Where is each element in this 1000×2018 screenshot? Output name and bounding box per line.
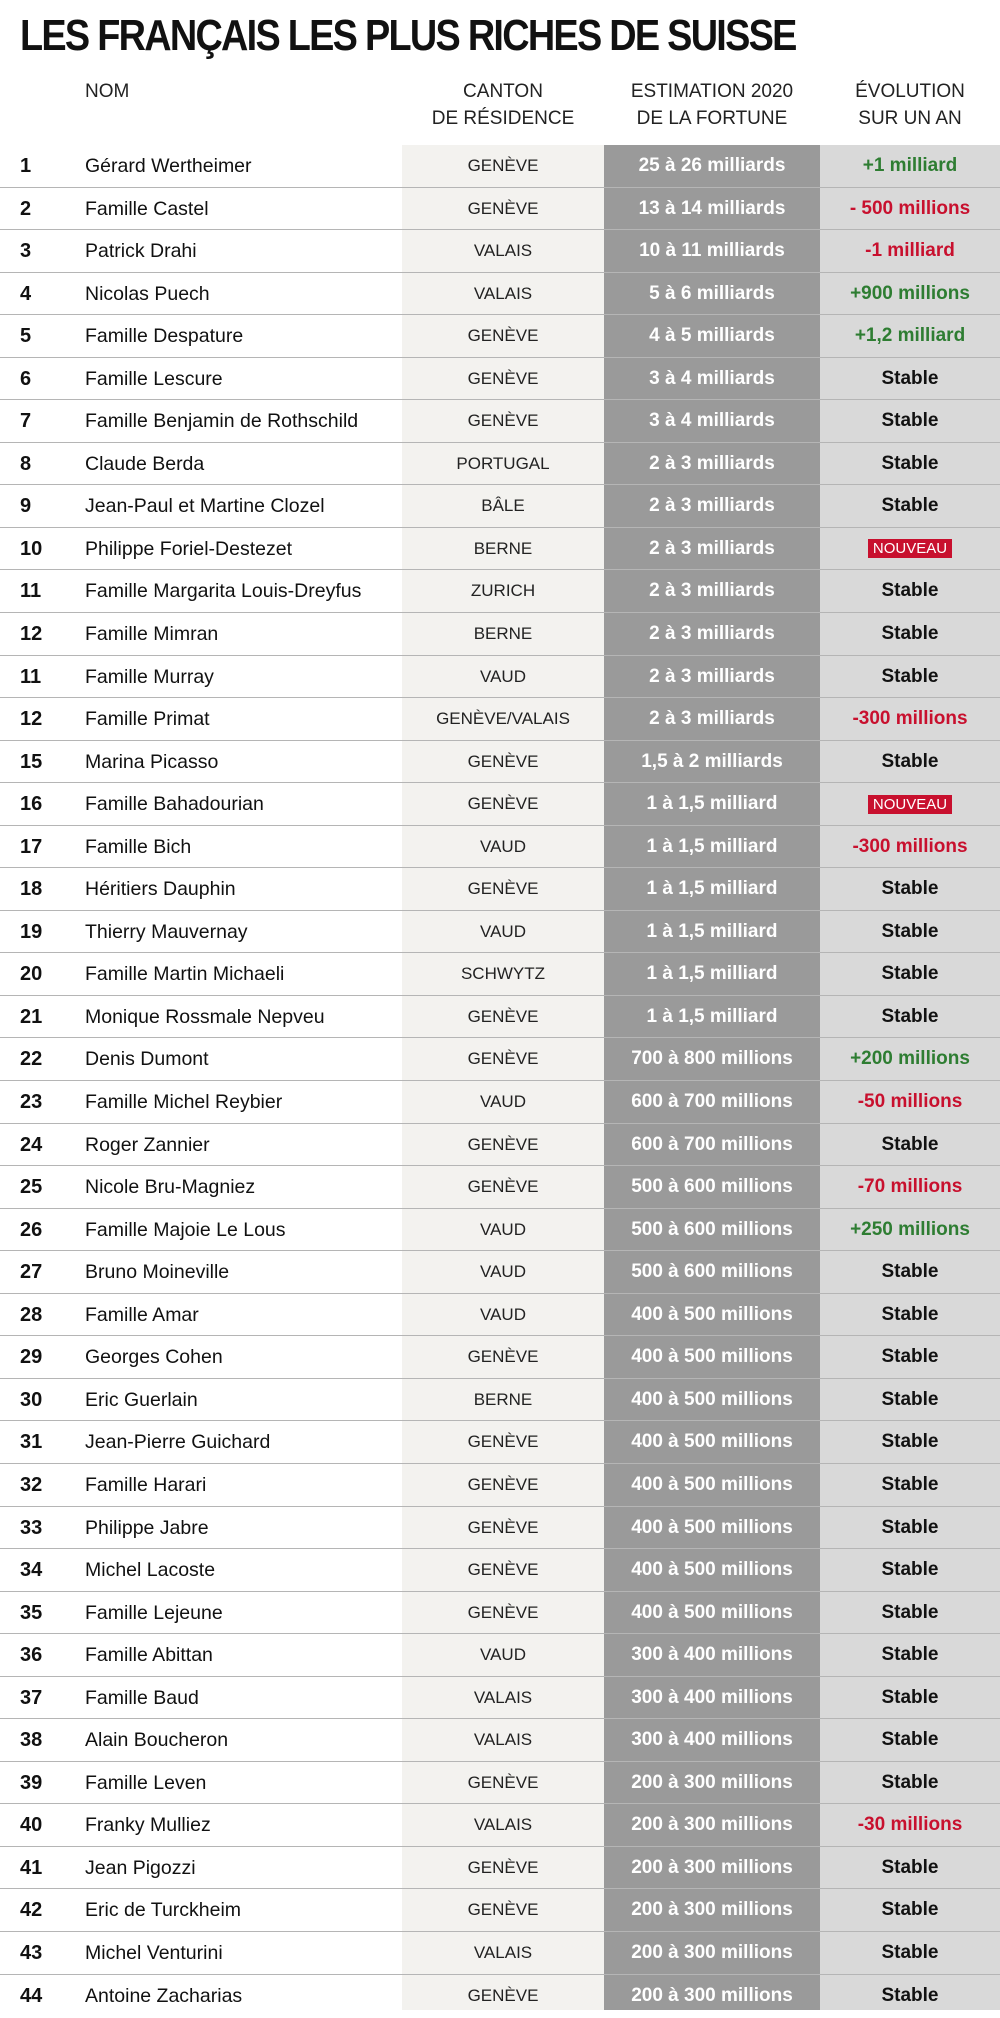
table-row: [0, 1762, 1000, 1805]
fortune-cell: 200 à 300 millions: [631, 1984, 793, 2006]
name-cell: Famille Margarita Louis-Dreyfus: [85, 580, 362, 603]
fortune-cell: 400 à 500 millions: [631, 1516, 793, 1538]
name-cell: Famille Bich: [85, 835, 192, 858]
name-cell: Michel Lacoste: [85, 1559, 216, 1582]
rank-cell: 26: [20, 1218, 43, 1241]
table-row: [0, 868, 1000, 911]
rank-cell: 39: [20, 1771, 43, 1794]
rank-cell: 21: [20, 1005, 43, 1028]
evolution-cell: Stable: [881, 1516, 939, 1538]
evolution-cell: Stable: [881, 750, 939, 772]
canton-cell: GENÈVE: [467, 1857, 539, 1877]
canton-cell: BERNE: [473, 538, 533, 558]
name-cell: Gérard Wertheimer: [85, 155, 252, 177]
header-canton-line2: DE RÉSIDENCE: [431, 108, 575, 129]
header-canton: [402, 78, 604, 132]
rank-cell: 8: [20, 452, 32, 475]
name-cell: Georges Cohen: [85, 1346, 223, 1369]
name-cell: Famille Lescure: [85, 367, 223, 390]
evolution-cell: Stable: [881, 1388, 939, 1410]
name-cell: Eric de Turckheim: [85, 1899, 242, 1922]
fortune-cell: 300 à 400 millions: [631, 1644, 793, 1666]
table-row: [0, 1038, 1000, 1081]
evolution-cell: Stable: [881, 1686, 939, 1708]
evolution-cell: -30 millions: [857, 1814, 963, 1836]
rank-cell: 24: [20, 1133, 43, 1156]
canton-cell: GENÈVE: [467, 1602, 539, 1622]
evolution-cell: Stable: [881, 1133, 939, 1155]
evolution-cell: Stable: [881, 367, 939, 389]
table-row: [0, 1251, 1000, 1294]
name-cell: Famille Michel Reybier: [85, 1091, 283, 1114]
rank-cell: 11: [20, 580, 42, 603]
table-row: [0, 911, 1000, 954]
canton-cell: GENÈVE: [467, 156, 539, 175]
name-cell: Famille Benjamin de Rothschild: [85, 410, 359, 433]
table-row: [0, 1975, 1000, 2018]
evolution-cell: +900 millions: [850, 282, 970, 304]
name-cell: Nicole Bru-Magniez: [85, 1176, 256, 1199]
name-cell: Famille Abittan: [85, 1644, 213, 1667]
name-cell: Famille Leven: [85, 1771, 207, 1794]
evolution-cell: Stable: [881, 1431, 939, 1453]
name-cell: Monique Rossmale Nepveu: [85, 1005, 325, 1028]
evolution-cell: Stable: [881, 452, 939, 474]
name-cell: Patrick Drahi: [85, 240, 197, 263]
canton-cell: VAUD: [480, 836, 526, 856]
fortune-cell: 400 à 500 millions: [631, 1473, 793, 1495]
rank-cell: 33: [20, 1516, 43, 1539]
fortune-cell: 600 à 700 millions: [631, 1133, 793, 1155]
evolution-cell: Stable: [881, 1559, 939, 1581]
rank-cell: 16: [20, 793, 43, 816]
fortune-cell: 1 à 1,5 milliard: [646, 920, 778, 942]
name-cell: Famille Baud: [85, 1686, 199, 1709]
evolution-cell: Stable: [881, 1856, 939, 1878]
evolution-cell: -50 millions: [857, 1091, 963, 1113]
rank-cell: 35: [20, 1601, 43, 1624]
table-row: [0, 188, 1000, 231]
fortune-cell: 1 à 1,5 milliard: [646, 963, 778, 985]
rank-cell: 32: [20, 1473, 43, 1496]
name-cell: Famille Castel: [85, 197, 209, 220]
rank-cell: 3: [20, 240, 32, 263]
new-badge: NOUVEAU: [868, 539, 952, 558]
rank-cell: 42: [20, 1899, 43, 1922]
fortune-cell: 400 à 500 millions: [631, 1388, 793, 1410]
rank-cell: 23: [20, 1091, 43, 1114]
evolution-cell: Stable: [881, 1729, 939, 1751]
fortune-cell: 500 à 600 millions: [631, 1176, 793, 1198]
canton-cell: GENÈVE: [467, 1772, 539, 1792]
canton-cell: GENÈVE: [467, 1900, 539, 1920]
fortune-cell: 2 à 3 milliards: [649, 452, 775, 474]
rank-cell: 11: [20, 665, 42, 688]
name-cell: Claude Berda: [85, 452, 205, 475]
table-row: [0, 443, 1000, 486]
new-badge: NOUVEAU: [868, 795, 952, 814]
name-cell: Alain Boucheron: [85, 1729, 229, 1752]
name-cell: Marina Picasso: [85, 750, 219, 773]
name-cell: Famille Lejeune: [85, 1601, 223, 1624]
name-cell: Famille Martin Michaeli: [85, 963, 285, 986]
rank-cell: 44: [20, 1984, 43, 2007]
name-cell: Bruno Moineville: [85, 1261, 230, 1284]
table-row: [0, 1209, 1000, 1252]
fortune-cell: 600 à 700 millions: [631, 1091, 793, 1113]
canton-cell: GENÈVE: [467, 1049, 539, 1069]
evolution-cell: +250 millions: [850, 1218, 970, 1240]
name-cell: Famille Majoie Le Lous: [85, 1218, 286, 1241]
header-fortune: [604, 78, 820, 132]
table-row: [0, 400, 1000, 443]
fortune-cell: 200 à 300 millions: [631, 1771, 793, 1793]
evolution-cell: -300 millions: [852, 708, 968, 730]
rank-cell: 27: [20, 1261, 43, 1284]
rank-cell: 19: [20, 920, 43, 943]
evolution-cell: Stable: [881, 1005, 939, 1027]
fortune-cell: 5 à 6 milliards: [649, 282, 775, 304]
table-row: [0, 1592, 1000, 1635]
table-row: [0, 698, 1000, 741]
table-row: [0, 358, 1000, 401]
canton-cell: GENÈVE: [467, 1177, 539, 1197]
evolution-cell: [820, 783, 1000, 825]
evolution-cell: +1 milliard: [862, 155, 958, 176]
fortune-cell: 2 à 3 milliards: [649, 495, 775, 517]
name-cell: Famille Primat: [85, 708, 210, 731]
header-fortune-line2: DE LA FORTUNE: [636, 108, 788, 129]
canton-cell: VALAIS: [473, 283, 533, 303]
rank-cell: 15: [20, 750, 43, 773]
name-cell: Nicolas Puech: [85, 282, 210, 305]
name-cell: Antoine Zacharias: [85, 1984, 243, 2007]
table-row: [0, 1421, 1000, 1464]
table-row: [0, 273, 1000, 316]
rank-cell: 2: [20, 197, 32, 220]
rank-cell: 28: [20, 1303, 43, 1326]
canton-cell: SCHWYTZ: [460, 964, 546, 984]
evolution-cell: Stable: [881, 963, 939, 985]
table-row: [0, 570, 1000, 613]
fortune-cell: 2 à 3 milliards: [649, 665, 775, 687]
name-cell: Jean-Pierre Guichard: [85, 1431, 271, 1454]
canton-cell: GENÈVE: [467, 1474, 539, 1494]
table-row: [0, 1932, 1000, 1975]
evolution-cell: Stable: [881, 1984, 939, 2006]
canton-cell: VAUD: [480, 666, 526, 686]
table-row: [0, 1847, 1000, 1890]
canton-cell: PORTUGAL: [456, 453, 550, 473]
table-row: [0, 1464, 1000, 1507]
rank-cell: 12: [20, 623, 43, 646]
fortune-cell: 700 à 800 millions: [631, 1048, 793, 1070]
fortune-cell: 2 à 3 milliards: [649, 537, 775, 559]
evolution-cell: Stable: [881, 1473, 939, 1495]
name-cell: Jean-Paul et Martine Clozel: [85, 495, 325, 518]
evolution-cell: -1 milliard: [865, 240, 955, 262]
header-evolution: [820, 78, 1000, 132]
rank-cell: 20: [20, 963, 43, 986]
rank-cell: 22: [20, 1048, 43, 1071]
fortune-cell: 200 à 300 millions: [631, 1899, 793, 1921]
evolution-cell: Stable: [881, 495, 939, 517]
fortune-cell: 500 à 600 millions: [631, 1218, 793, 1240]
rank-cell: 25: [20, 1176, 43, 1199]
name-cell: Famille Bahadourian: [85, 793, 264, 816]
canton-cell: GENÈVE/VALAIS: [436, 709, 570, 729]
fortune-cell: 1 à 1,5 milliard: [646, 1005, 778, 1027]
canton-cell: VAUD: [480, 921, 526, 941]
canton-cell: VALAIS: [473, 1815, 533, 1835]
fortune-cell: 4 à 5 milliards: [649, 325, 775, 347]
evolution-cell: +1,2 milliard: [854, 325, 966, 347]
name-cell: Michel Venturini: [85, 1941, 223, 1964]
table-row: [0, 613, 1000, 656]
page-title: LES FRANÇAIS LES PLUS RICHES DE SUISSE: [20, 11, 796, 60]
rank-cell: 18: [20, 878, 43, 901]
canton-cell: BERNE: [473, 1389, 533, 1409]
canton-cell: VALAIS: [473, 1942, 533, 1962]
canton-cell: GENÈVE: [467, 368, 539, 388]
fortune-cell: 200 à 300 millions: [631, 1941, 793, 1963]
rank-cell: 37: [20, 1686, 43, 1709]
table-row: [0, 1549, 1000, 1592]
fortune-cell: 400 à 500 millions: [631, 1431, 793, 1453]
rank-cell: 41: [20, 1856, 43, 1879]
canton-cell: GENÈVE: [467, 411, 539, 431]
canton-cell: BÂLE: [481, 496, 525, 516]
fortune-cell: 2 à 3 milliards: [649, 623, 775, 645]
name-cell: Philippe Foriel-Destezet: [85, 537, 293, 560]
fortune-cell: 1 à 1,5 milliard: [646, 878, 778, 900]
canton-cell: GENÈVE: [467, 1985, 539, 2005]
evolution-cell: Stable: [881, 1261, 939, 1283]
header-fortune-line1: ESTIMATION 2020: [630, 81, 794, 102]
evolution-cell: +200 millions: [850, 1048, 970, 1070]
evolution-cell: -300 millions: [852, 835, 968, 857]
rank-cell: 10: [20, 537, 43, 560]
evolution-cell: Stable: [881, 1601, 939, 1623]
evolution-cell: Stable: [881, 580, 939, 602]
rank-cell: 29: [20, 1346, 43, 1369]
fortune-cell: 500 à 600 millions: [631, 1261, 793, 1283]
fortune-cell: 400 à 500 millions: [631, 1559, 793, 1581]
rank-cell: 12: [20, 708, 43, 731]
evolution-cell: Stable: [881, 1346, 939, 1368]
table-row: [0, 783, 1000, 826]
fortune-cell: 400 à 500 millions: [631, 1601, 793, 1623]
canton-cell: VALAIS: [473, 241, 533, 261]
evolution-cell: Stable: [881, 1771, 939, 1793]
name-cell: Héritiers Dauphin: [85, 878, 236, 901]
fortune-cell: 2 à 3 milliards: [649, 580, 775, 602]
fortune-cell: 1 à 1,5 milliard: [646, 835, 778, 857]
rank-cell: 40: [20, 1814, 43, 1837]
name-cell: Jean Pigozzi: [85, 1856, 196, 1879]
fortune-cell: 300 à 400 millions: [631, 1729, 793, 1751]
header-canton-line1: CANTON: [463, 81, 543, 102]
canton-cell: VAUD: [480, 1262, 526, 1282]
fortune-cell: 200 à 300 millions: [631, 1856, 793, 1878]
rank-cell: 43: [20, 1941, 43, 1964]
evolution-cell: Stable: [881, 1899, 939, 1921]
name-cell: Thierry Mauvernay: [85, 920, 248, 943]
evolution-cell: - 500 millions: [849, 197, 971, 219]
table-row: [0, 1081, 1000, 1124]
rank-cell: 9: [20, 495, 32, 518]
table-row: [0, 953, 1000, 996]
canton-cell: VALAIS: [473, 1730, 533, 1750]
rank-cell: 1: [20, 155, 32, 177]
fortune-cell: 2 à 3 milliards: [649, 708, 775, 730]
evolution-cell: Stable: [881, 665, 939, 687]
rank-cell: 7: [20, 410, 32, 433]
table-row: [0, 741, 1000, 784]
fortune-cell: 200 à 300 millions: [631, 1814, 793, 1836]
table-row: [0, 1719, 1000, 1762]
canton-cell: GENÈVE: [467, 1517, 539, 1537]
fortune-cell: 300 à 400 millions: [631, 1686, 793, 1708]
evolution-cell: [820, 528, 1000, 570]
table-row: [0, 656, 1000, 699]
evolution-cell: -70 millions: [857, 1176, 963, 1198]
fortune-cell: 400 à 500 millions: [631, 1346, 793, 1368]
header-evolution-line1: ÉVOLUTION: [855, 81, 965, 102]
header-name: [85, 78, 129, 105]
name-cell: Franky Mulliez: [85, 1814, 211, 1837]
table-row: [0, 1634, 1000, 1677]
canton-cell: VALAIS: [473, 1687, 533, 1707]
evolution-cell: Stable: [881, 410, 939, 432]
fortune-cell: 1,5 à 2 milliards: [641, 750, 783, 772]
canton-cell: GENÈVE: [467, 198, 539, 218]
name-cell: Roger Zannier: [85, 1133, 210, 1156]
fortune-cell: 3 à 4 milliards: [649, 410, 775, 432]
evolution-cell: Stable: [881, 1941, 939, 1963]
evolution-cell: Stable: [881, 623, 939, 645]
fortune-cell: 13 à 14 milliards: [638, 197, 786, 219]
evolution-cell: Stable: [881, 878, 939, 900]
canton-cell: GENÈVE: [467, 1134, 539, 1154]
table-row: [0, 1379, 1000, 1422]
table-row: [0, 145, 1000, 188]
fortune-cell: 25 à 26 milliards: [638, 155, 786, 176]
rank-cell: 30: [20, 1388, 43, 1411]
table-row: [0, 1294, 1000, 1337]
canton-cell: GENÈVE: [467, 1006, 539, 1026]
rank-cell: 17: [20, 835, 43, 858]
name-cell: Philippe Jabre: [85, 1516, 209, 1539]
rank-cell: 38: [20, 1729, 43, 1752]
header-name-label: NOM: [85, 81, 130, 102]
table-row: [0, 1166, 1000, 1209]
table-row: [0, 1677, 1000, 1720]
table-row: [0, 528, 1000, 571]
rank-cell: 5: [20, 325, 32, 348]
name-cell: Famille Mimran: [85, 623, 219, 646]
canton-cell: GENÈVE: [467, 751, 539, 771]
rank-cell: 4: [20, 282, 32, 305]
table-row: [0, 1336, 1000, 1379]
canton-cell: ZURICH: [470, 581, 536, 601]
fortune-cell: 400 à 500 millions: [631, 1303, 793, 1325]
canton-cell: VAUD: [480, 1645, 526, 1665]
ranking-table: [0, 145, 1000, 2017]
fortune-cell: 1 à 1,5 milliard: [646, 793, 778, 815]
table-row: [0, 1889, 1000, 1932]
table-row: [0, 996, 1000, 1039]
canton-cell: GENÈVE: [467, 326, 539, 346]
canton-cell: GENÈVE: [467, 1347, 539, 1367]
header-evolution-line2: SUR UN AN: [858, 108, 962, 129]
fortune-cell: 10 à 11 milliards: [639, 240, 785, 262]
canton-cell: BERNE: [473, 624, 533, 644]
canton-cell: GENÈVE: [467, 879, 539, 899]
canton-cell: GENÈVE: [467, 1432, 539, 1452]
rank-cell: 34: [20, 1559, 43, 1582]
rank-cell: 6: [20, 367, 32, 390]
table-row: [0, 1804, 1000, 1847]
name-cell: Famille Amar: [85, 1303, 199, 1326]
table-row: [0, 1124, 1000, 1167]
evolution-cell: Stable: [881, 1303, 939, 1325]
rank-cell: 31: [20, 1431, 43, 1454]
name-cell: Famille Despature: [85, 325, 244, 348]
table-row: [0, 230, 1000, 273]
rank-cell: 36: [20, 1644, 43, 1667]
evolution-cell: Stable: [881, 920, 939, 942]
canton-cell: GENÈVE: [467, 1560, 539, 1580]
name-cell: Famille Harari: [85, 1473, 207, 1496]
canton-cell: VAUD: [480, 1219, 526, 1239]
canton-cell: VAUD: [480, 1092, 526, 1112]
table-row: [0, 485, 1000, 528]
name-cell: Denis Dumont: [85, 1048, 209, 1071]
canton-cell: VAUD: [480, 1304, 526, 1324]
table-row: [0, 826, 1000, 869]
table-row: [0, 315, 1000, 358]
evolution-cell: Stable: [881, 1644, 939, 1666]
name-cell: Eric Guerlain: [85, 1388, 198, 1411]
table-row: [0, 1507, 1000, 1550]
fortune-cell: 3 à 4 milliards: [649, 367, 775, 389]
name-cell: Famille Murray: [85, 665, 214, 688]
canton-cell: GENÈVE: [467, 794, 539, 814]
